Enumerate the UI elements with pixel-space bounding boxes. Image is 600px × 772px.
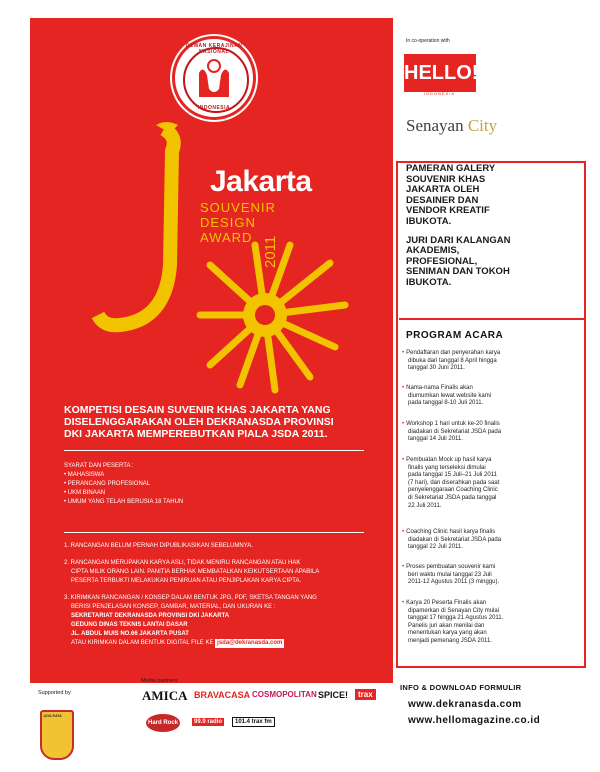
hard-rock-logo: Hard Rock bbox=[146, 714, 180, 732]
requirement-item: • PERANCANG PROFESIONAL bbox=[64, 481, 151, 487]
program-item: • Pembuatan Mock up hasil karya finalis yang terseleksi dimulai pada tanggal 15 Juli–21 Juli 2011 (7 hari), dan diserahkan pada saat penyelenggaraan Coaching Clinic di Sekretariat JSDA pada tanggal 22 Juli 2011. bbox=[402, 457, 500, 509]
title-year: 2011 bbox=[262, 235, 279, 268]
heading-line: PAMERAN GALERY bbox=[406, 163, 496, 174]
headline-line: KOMPETISI DESAIN SUVENIR KHAS JAKARTA YANG bbox=[64, 404, 331, 416]
logo-bottom-text: INDONESIA bbox=[197, 105, 231, 111]
hands-icon bbox=[175, 39, 253, 117]
heading-line: IBUKOTA. bbox=[406, 215, 452, 227]
requirement-item: • UKM BINAAN bbox=[64, 490, 106, 496]
program-item: • Karya 20 Peserta Finalis akan dipamerkan di Senayan City mulai tanggal 17 hingga 21 Agustus 2011. Panelis juri akan menilai dan menentukan karya yang akan menjadi pemenang JSDA 2011. bbox=[402, 600, 504, 644]
rule-2-cont: CIPTA MILIK ORANG LAIN. PANITIA BERHAK MEMBATALKAN KEIKUTSERTAAN APABILA bbox=[71, 569, 320, 575]
requirement-item: • MAHASISWA bbox=[64, 472, 105, 478]
requirement-item: • UMUM YANG TELAH BERUSIA 18 TAHUN bbox=[64, 499, 184, 505]
program-item: • Nama-nama Finalis akan diumumkan lewat website kami pada tanggal 8-10 Juli 2011. bbox=[402, 385, 492, 407]
title-award: AWARD bbox=[200, 230, 253, 245]
rules bbox=[64, 542, 382, 648]
divider bbox=[64, 450, 364, 451]
bravacasa-logo: BRAVACASA bbox=[194, 690, 251, 700]
exhibition-heading bbox=[406, 164, 576, 289]
cosmopolitan-logo: COSMOPOLITAN bbox=[252, 690, 317, 699]
crest-label: JAYA RAYA bbox=[43, 714, 62, 718]
program-item: • Coaching Clinic hasil karya finalis diadakan di Sekretariat JSDA pada tanggal 22 Juli 2011. bbox=[402, 529, 502, 551]
heading-line: SOUVENIR KHAS bbox=[406, 173, 486, 185]
headline bbox=[64, 404, 384, 440]
heading-line: AKADEMIS, bbox=[406, 245, 460, 257]
hello-sub: INDONESIA bbox=[424, 91, 456, 96]
title-design: DESIGN bbox=[200, 215, 256, 230]
title-souvenir: SOUVENIR bbox=[200, 200, 276, 215]
program-item: • Proses pembuatan souvenir kami beri waktu mulai tanggal 23 Juli 2011-12 Agustus 2011 (3 minggu). bbox=[402, 564, 500, 586]
senayan-text: Senayan bbox=[406, 116, 464, 135]
rule-2-cont: PESERTA TERBUKTI MELAKUKAN PENIRUAN ATAU PENJIPLAKAN KARYA CIPTA. bbox=[71, 578, 302, 584]
headline-line: DISELENGGARAKAN OLEH DEKRANASDA PROVINSI bbox=[64, 416, 334, 428]
heading-line: PROFESIONAL, bbox=[406, 255, 478, 267]
media-partners-label: Media partners bbox=[141, 678, 178, 684]
supported-by-label: Supported by bbox=[38, 690, 71, 696]
heading-line: SENIMAN DAN TOKOH bbox=[406, 266, 510, 278]
dekranas-logo bbox=[172, 36, 256, 120]
headline-line: DKI JAKARTA MEMPEREBUTKAN PIALA JSDA 2011. bbox=[64, 428, 328, 440]
heading-line: VENDOR KREATIF bbox=[406, 205, 490, 217]
city-text: City bbox=[467, 116, 498, 135]
requirements bbox=[64, 462, 183, 507]
rule-3-address: SEKRETARIAT DEKRANASDA PROVINSI DKI JAKARTA bbox=[71, 613, 230, 619]
hello-logo: HELLO! bbox=[404, 54, 476, 92]
trax-fm-logo: 101.4 trax fm bbox=[232, 717, 275, 727]
divider bbox=[64, 532, 364, 533]
logo-ring-text: DEWAN KERAJINAN NASIONAL bbox=[185, 43, 243, 55]
senayan-city-logo bbox=[406, 116, 497, 136]
rule-3-cont: BERISI PENJELASAN KONSEP, GAMBAR, MATERIAL, DAN UKURAN KE : bbox=[71, 604, 276, 610]
rule-2: 2. RANCANGAN MERUPAKAN KARYA ASLI, TIDAK MENIRU RANCANGAN ATAU HAK bbox=[64, 560, 301, 566]
rule-1: 1. RANCANGAN BELUM PERNAH DIPUBLIKASIKAN SEBELUMNYA. bbox=[64, 543, 253, 549]
divider bbox=[399, 318, 584, 320]
amica-logo: AMICA bbox=[142, 688, 188, 703]
souvenir-artwork bbox=[60, 115, 400, 415]
rule-3-address: JL. ABDUL MUIS NO.66 JAKARTA PUSAT bbox=[71, 631, 189, 637]
trax-logo: trax bbox=[355, 689, 376, 700]
radio-logo: 99.9 radio bbox=[194, 719, 223, 725]
rule-3-digital-text: ATAU KIRIMKAN DALAM BENTUK DIGITAL FILE KE bbox=[71, 640, 214, 646]
program-title: PROGRAM ACARA bbox=[406, 330, 504, 341]
email-link[interactable]: jsda@dekranasda.com bbox=[217, 640, 283, 646]
website-link[interactable]: www.dekranasda.com bbox=[408, 699, 522, 710]
title-jakarta: Jakarta bbox=[210, 165, 312, 198]
program-item: • Pendaftaran dan penyerahan karya dibuka dari tanggal 8 April hingga tanggal 30 Juni 2011. bbox=[402, 350, 501, 372]
spice-logo: SPICE! bbox=[318, 690, 349, 700]
requirements-title: SYARAT DAN PESERTA : bbox=[64, 463, 134, 469]
rule-3-digital bbox=[64, 639, 382, 648]
website-link[interactable]: www.hellomagazine.co.id bbox=[408, 715, 541, 726]
cooperation-label: In co-operation with bbox=[406, 38, 450, 44]
info-download-label: INFO & DOWNLOAD FORMULIR bbox=[400, 683, 522, 692]
heading-line: JAKARTA OLEH bbox=[406, 184, 480, 196]
rule-3-address: GEDUNG DINAS TEKNIS LANTAI DASAR bbox=[71, 622, 188, 628]
heading-line: DESAINER DAN bbox=[406, 194, 479, 206]
program-item: • Workshop 1 hari untuk ke-20 finalis diadakan di Sekretariat JSDA pada tanggal 14 Juli 2011. bbox=[402, 421, 502, 443]
heading-line: IBUKOTA. bbox=[406, 276, 452, 288]
heading-line: JURI DARI KALANGAN bbox=[406, 234, 511, 246]
rule-3: 3. KIRIMKAN RANCANGAN / KONSEP DALAM BENTUK JPG, PDF, SKETSA TANGAN YANG bbox=[64, 595, 317, 601]
